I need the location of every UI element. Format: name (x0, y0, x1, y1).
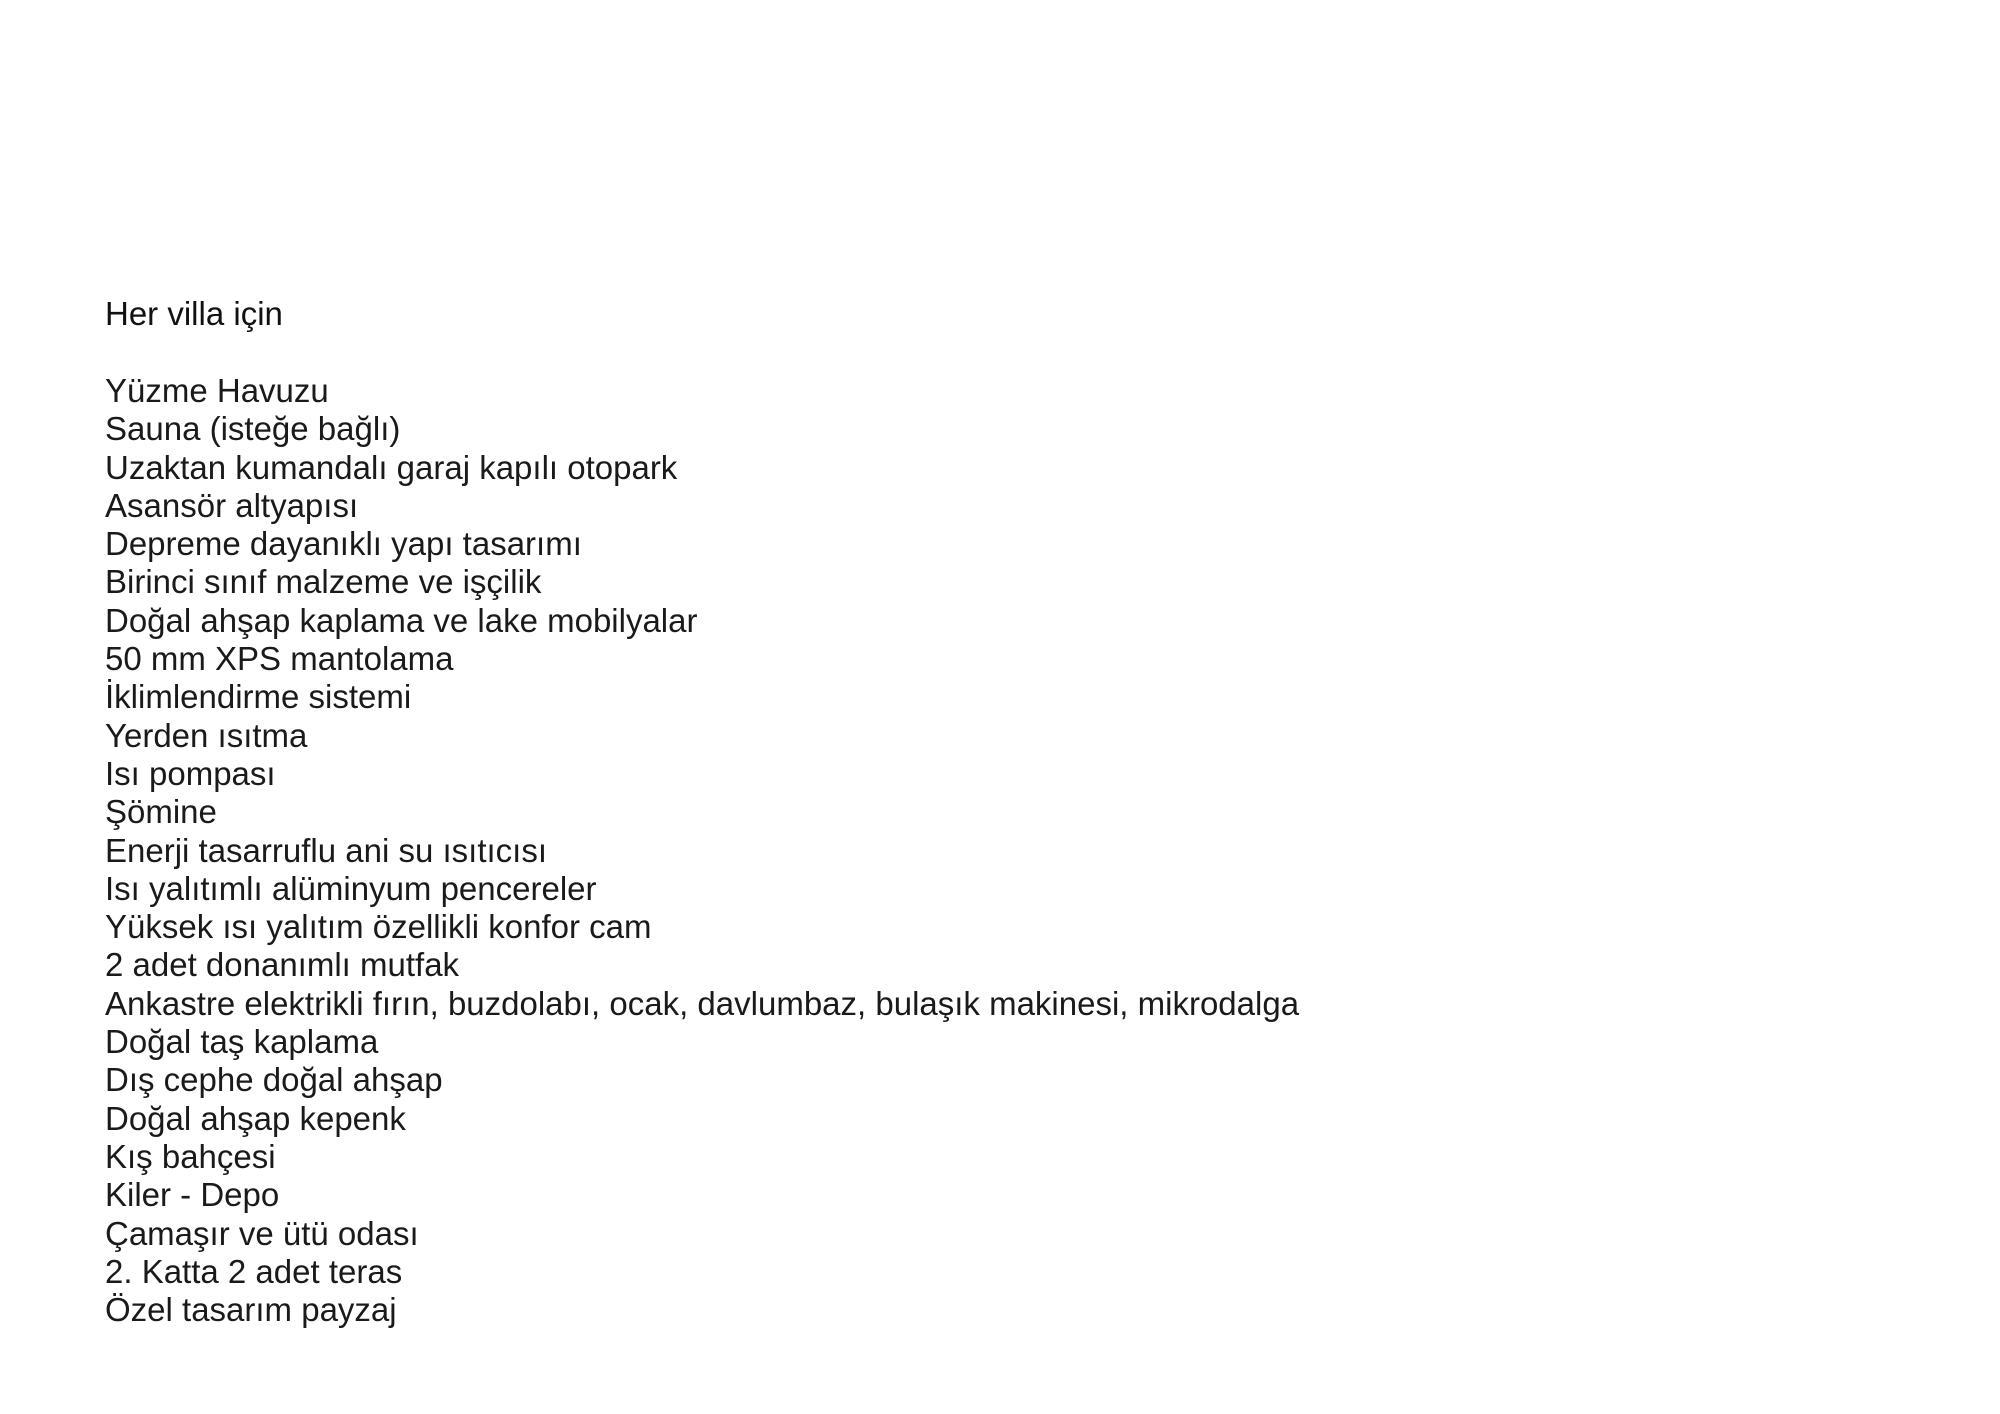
feature-item: Şömine (105, 793, 217, 831)
feature-item: Uzaktan kumandalı garaj kapılı otopark (105, 448, 678, 486)
feature-item: Dış cephe doğal ahşap (105, 1061, 443, 1099)
feature-item: Kiler - Depo (105, 1176, 280, 1214)
feature-item: 2 adet donanımlı mutfak (105, 946, 460, 984)
feature-item: Isı pompası (105, 754, 276, 792)
feature-item: Kış bahçesi (105, 1137, 276, 1175)
feature-item: Özel tasarım payzaj (105, 1291, 397, 1329)
feature-item: Ankastre elektrikli fırın, buzdolabı, ocak, davlumbaz, bulaşık makinesi, mikrodalga (105, 984, 1300, 1022)
feature-item: Çamaşır ve ütü odası (105, 1214, 419, 1252)
feature-list (105, 372, 1905, 1329)
section-heading: Her villa için (105, 295, 283, 332)
feature-item: Doğal ahşap kepenk (105, 1099, 406, 1137)
feature-item: Sauna (isteğe bağlı) (105, 410, 401, 448)
feature-item: Enerji tasarruflu ani su ısıtıcısı (105, 831, 548, 869)
feature-item: Yüzme Havuzu (105, 372, 329, 409)
feature-item: Doğal taş kaplama (105, 1023, 379, 1061)
feature-item: Asansör altyapısı (105, 486, 359, 524)
feature-item: Depreme dayanıklı yapı tasarımı (105, 525, 582, 563)
feature-item: Birinci sınıf malzeme ve işçilik (105, 563, 542, 601)
feature-item: İklimlendirme sistemi (105, 678, 412, 716)
feature-item: Isı yalıtımlı alüminyum pencereler (105, 869, 597, 907)
feature-item: Yüksek ısı yalıtım özellikli konfor cam (105, 908, 652, 946)
feature-item: Doğal ahşap kaplama ve lake mobilyalar (105, 601, 698, 639)
feature-item: 2. Katta 2 adet teras (105, 1252, 403, 1290)
feature-item: 50 mm XPS mantolama (105, 640, 454, 678)
feature-item: Yerden ısıtma (105, 716, 308, 754)
features-section (105, 295, 1905, 1329)
